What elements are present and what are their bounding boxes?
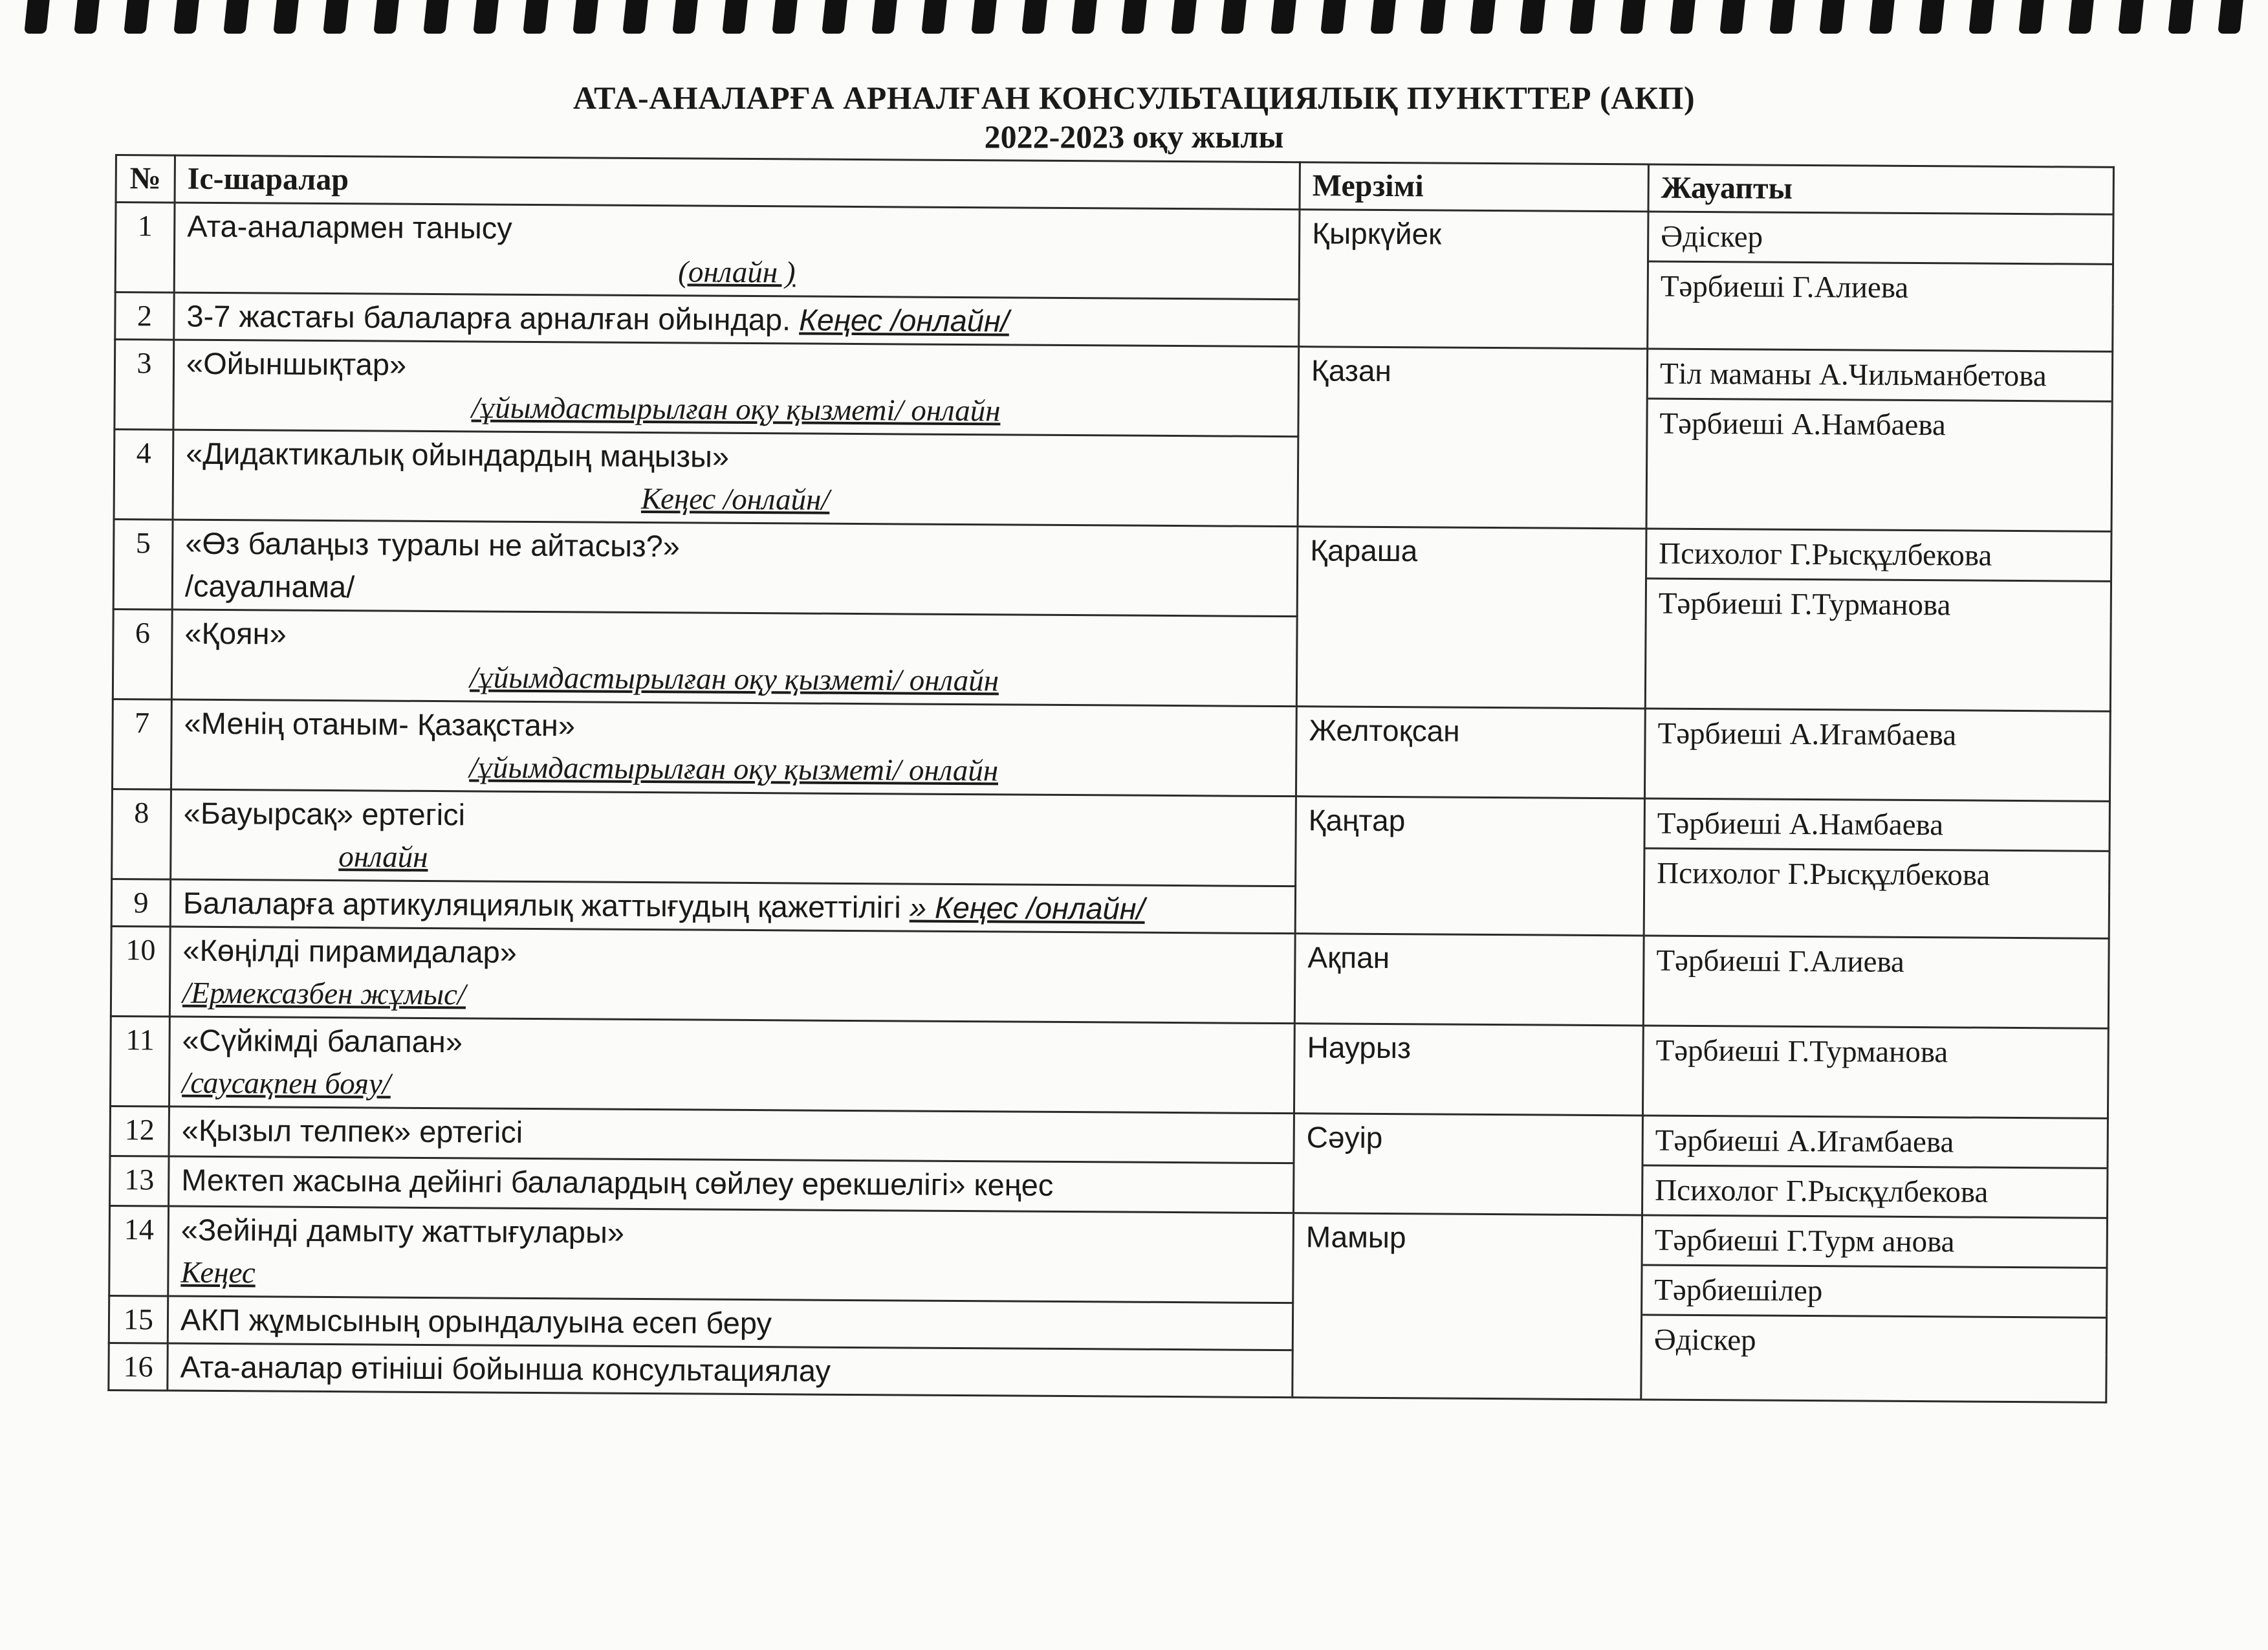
term-cell: Сәуір [1294,1114,1643,1215]
event-title-text: Балаларға артикуляциялық жаттығудың қажеттілігі [182,885,901,925]
event-title-text: «Сүйкімді балапан» [182,1022,463,1059]
event-title [186,432,1285,481]
responsible-person: Тәрбиеші Г.Алиева [1656,943,1905,979]
event-cell [169,1106,1294,1163]
responsible-person: Психолог Г.Рысқұлбекова [1657,856,1990,892]
event-title-text: АКП жұмысының орындалуына есеп беру [180,1302,772,1341]
event-cell [171,699,1297,797]
header-event: Іс-шаралар [175,155,1300,210]
responsible-person: Тәрбиеші А.Намбаева [1659,406,1946,443]
event-cell [173,430,1298,527]
event-cell [172,520,1298,617]
event-title [182,1109,1281,1158]
term-cell: Қаңтар [1295,797,1644,936]
row-number: 6 [113,609,172,699]
table-row [113,519,2111,621]
table-body [109,203,2113,1403]
document-subtitle: 2022-2023 оқу жылы [984,118,1284,155]
table-row [111,926,2109,1028]
event-cell [171,610,1297,707]
row-number: 1 [115,203,175,293]
table-row [111,1016,2109,1118]
event-title [182,929,1282,978]
event-title [184,792,1283,841]
header-no: № [116,155,175,203]
event-title-text: «Қызыл телпек» ертегісі [181,1112,523,1149]
row-number: 15 [109,1295,168,1343]
event-format-note: Кеңес [180,1255,256,1290]
row-number: 5 [113,519,173,610]
term-cell: Қазан [1298,347,1648,529]
row-number: 11 [111,1016,170,1106]
event-cell [168,1343,1292,1398]
event-title [182,1019,1281,1068]
responsible-person: Тәрбиеші Г.Турманова [1658,586,1951,622]
event-format-note: онлайн [338,840,428,874]
events-table [107,154,2115,1403]
row-number: 14 [109,1205,169,1296]
row-number: 7 [113,699,172,789]
responsible-person: Тәрбиеші Г.Турманова [1655,1033,1948,1070]
event-cell [174,292,1299,347]
term-cell: Желтоқсан [1296,707,1645,798]
responsible-person: Тәрбиешілер [1642,1266,2106,1318]
row-number: 9 [111,879,170,927]
event-format-note: /саусақпен бояу/ [182,1066,391,1101]
responsible-cell [1642,1026,2108,1118]
event-title [186,342,1286,391]
event-format-note: /сауалнама/ [184,568,355,604]
table-row [113,699,2111,801]
responsible-cell [1644,798,2110,938]
document-header [0,78,2268,155]
event-cell [170,879,1295,934]
term-cell: Ақпан [1294,934,1644,1026]
event-title-text: «Зейінді дамыту жаттығулары» [180,1212,625,1249]
header-resp: Жауапты [1648,164,2113,214]
spiral-binding [26,0,2242,39]
event-format-note: Кеңес /онлайн/ [799,302,1010,338]
event-cell [168,1296,1292,1350]
event-cell [171,789,1296,886]
event-title [183,882,1283,931]
event-title-text: «Менің отаным- Қазақстан» [184,705,576,743]
table-row [112,789,2110,891]
row-number: 3 [114,340,174,430]
event-format-note: /ұйымдастырылған оқу қызметі/ онлайн [471,391,1001,428]
responsible-cell [1644,709,2110,801]
row-number: 16 [109,1343,168,1391]
row-number: 10 [111,926,170,1017]
event-format-note: /Ермексазбен жұмыс/ [182,976,466,1012]
event-title [180,1299,1280,1348]
row-number: 4 [114,430,173,520]
event-format-note: /ұйымдастырылған оқу қызметі/ онлайн [469,751,999,788]
event-format-note: (онлайн ) [678,255,796,290]
term-cell: Қыркүйек [1299,210,1648,349]
responsible-cell [1648,212,2113,351]
responsible-cell [1643,936,2109,1028]
event-title-text: Мектеп жасына дейінгі балалардың сөйлеу ерекшелігі» кеңес [181,1162,1054,1202]
event-title-text: «Ойыншықтар» [186,346,407,382]
responsible-person: Тәрбиеші А.Намбаева [1645,799,2108,852]
responsible-person: Тәрбиеші Г.Турм анова [1643,1216,2106,1268]
responsible-person: Психолог Г.Рысқұлбекова [1647,529,2110,582]
table-row [114,340,2113,442]
document-title: АТА-АНАЛАРҒА АРНАЛҒАН КОНСУЛЬТАЦИЯЛЫҚ ПУНКТТЕР (АКП) [572,80,1696,116]
event-title [184,702,1283,751]
event-title [181,1159,1281,1208]
responsible-person: Психолог Г.Рысқұлбекова [1655,1173,1989,1209]
event-title-text: «Өз балаңыз туралы не айтасыз?» [185,525,681,564]
event-title [181,1209,1281,1258]
responsible-person: Тіл маманы А.Чильманбетова [1648,349,2111,402]
responsible-cell [1645,529,2111,711]
term-cell: Мамыр [1292,1213,1642,1400]
responsible-cell [1642,1116,2108,1218]
event-title [186,295,1286,344]
event-cell [169,1156,1294,1213]
event-format-note: /ұйымдастырылған оқу қызметі/ онлайн [469,661,999,698]
term-cell: Наурыз [1294,1024,1643,1116]
event-cell [168,1206,1294,1303]
row-number: 12 [110,1106,169,1156]
responsible-person: Тәрбиеші Г.Алиева [1660,269,1909,305]
row-number: 8 [112,789,171,879]
event-format-note: » Кеңес /онлайн/ [909,890,1145,926]
event-cell [173,340,1299,437]
event-title [185,522,1285,571]
event-title [180,1346,1280,1395]
responsible-cell [1646,349,2113,531]
responsible-cell [1641,1215,2108,1402]
event-title-text: Ата-аналармен танысу [187,208,512,245]
event-title-text: 3-7 жастағы балаларға арналған ойындар. [186,298,791,337]
responsible-person: Әдіскер [1649,212,2112,265]
event-cell [174,203,1300,300]
responsible-person: Әдіскер [1653,1323,1756,1358]
row-number: 2 [115,292,174,340]
event-title [187,205,1287,254]
table-row [109,1205,2108,1308]
table-row [115,203,2113,305]
event-title-text: «Көңілді пирамидалар» [182,932,517,969]
event-title [184,612,1284,661]
event-title-text: «Қоян» [184,615,287,651]
responsible-person: Тәрбиеші А.Игамбаева [1657,716,1957,753]
row-number: 13 [110,1156,169,1206]
term-cell: Қараша [1296,527,1646,709]
event-title-text: «Дидактикалық ойындардың маңызы» [186,435,730,474]
event-cell [169,1017,1295,1114]
event-format-note: Кеңес /онлайн/ [640,481,830,517]
event-title-text: «Бауырсақ» ертегісі [183,795,466,832]
event-title-text: Ата-аналар өтініші бойынша консультациялау [180,1349,831,1388]
header-term: Мерзімі [1300,162,1648,212]
responsible-person: Тәрбиеші А.Игамбаева [1643,1116,2106,1169]
event-cell [169,927,1295,1024]
